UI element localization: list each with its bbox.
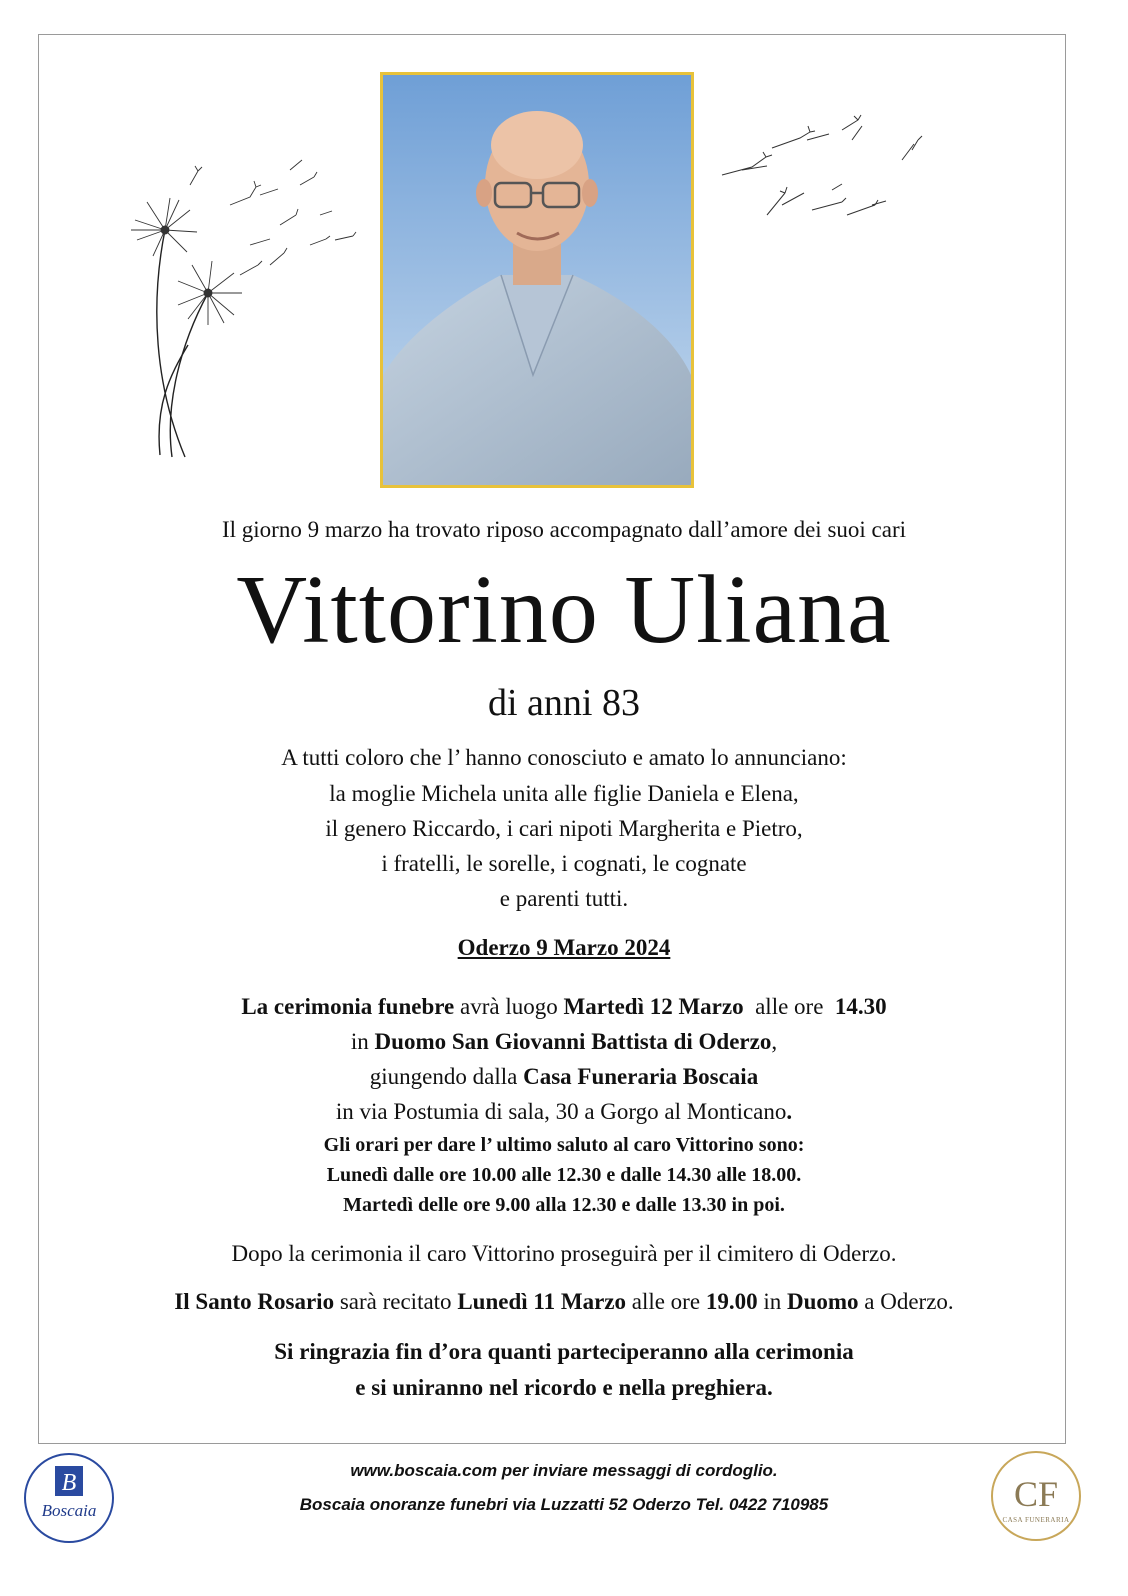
- rosary-time: 19.00: [705, 1289, 758, 1314]
- svg-text:B: B: [61, 1470, 77, 1496]
- casa-funeraria-logo-text: CASA FUNERARIA: [1002, 1516, 1070, 1524]
- ceremony-time: 14.30: [834, 994, 887, 1019]
- intro-text: Il giorno 9 marzo ha trovato riposo accompagnato dall’amore dei suoi cari: [221, 517, 906, 542]
- funeral-home-name: Casa Funeraria Boscaia: [523, 1064, 759, 1089]
- text: ,: [771, 1029, 778, 1054]
- text: alle ore: [743, 994, 835, 1019]
- visiting-hours-tuesday: Martedì delle ore 9.00 alla 12.30 e dalle 13.30 in poi.: [343, 1194, 785, 1216]
- family-line: e parenti tutti.: [499, 886, 629, 911]
- footer-website-text: www.boscaia.com per inviare messaggi di cordoglio.: [350, 1461, 778, 1480]
- ceremony-church: Duomo San Giovanni Battista di Oderzo: [374, 1029, 772, 1054]
- family-line: A tutti coloro che l’ hanno conosciuto e amato lo annunciano:: [281, 745, 847, 770]
- text: in: [757, 1289, 787, 1314]
- dandelion-seeds-right-icon: [712, 110, 942, 240]
- visiting-hours-title: Gli orari per dare l’ ultimo saluto al caro Vittorino sono:: [323, 1134, 805, 1156]
- after-ceremony-text: Dopo la cerimonia il caro Vittorino proseguirà per il cimitero di Oderzo.: [231, 1241, 897, 1266]
- ceremony-day: Martedì 12 Marzo: [563, 994, 744, 1019]
- rosary-label: Il Santo Rosario: [174, 1289, 335, 1314]
- text: a Oderzo.: [858, 1289, 954, 1314]
- rosary-line: [0, 1289, 1128, 1315]
- visiting-hours-monday: Lunedì dalle ore 10.00 alle 12.30 e dalle 14.30 alle 18.00.: [326, 1164, 802, 1186]
- boscaia-logo: [23, 1452, 115, 1544]
- text: in via Postumia di sala, 30 a Gorgo al Monticano: [335, 1099, 787, 1124]
- rosary-place: Duomo: [786, 1289, 859, 1314]
- footer-address-text: Boscaia onoranze funebri via Luzzatti 52 Oderzo Tel. 0422 710985: [299, 1495, 829, 1514]
- portrait-photo: [380, 72, 694, 488]
- svg-text:CF: CF: [1013, 1474, 1059, 1514]
- boscaia-logo-text: Boscaia: [41, 1501, 97, 1520]
- ceremony-line-1: [0, 994, 1128, 1020]
- casa-funeraria-logo: [988, 1448, 1084, 1544]
- ceremony-label: La cerimonia funebre: [241, 994, 455, 1019]
- ceremony-line-4: [0, 1099, 1128, 1125]
- text: avrà luogo: [454, 994, 564, 1019]
- age-text: di anni 83: [488, 682, 640, 724]
- text: in: [350, 1029, 375, 1054]
- deceased-name: Vittorino Uliana: [236, 556, 892, 664]
- text: sarà recitato: [334, 1289, 458, 1314]
- thanks-line-1: Si ringrazia fin d’ora quanti parteciperanno alla cerimonia: [274, 1339, 854, 1364]
- thanks-line-2: e si uniranno nel ricordo e nella preghiera.: [355, 1375, 773, 1400]
- ceremony-line-2: [0, 1029, 1128, 1055]
- text: giungendo dalla: [369, 1064, 524, 1089]
- family-line: il genero Riccardo, i cari nipoti Margherita e Pietro,: [325, 816, 803, 841]
- family-line: i fratelli, le sorelle, i cognati, le cognate: [381, 851, 747, 876]
- dandelion-left-icon: [110, 145, 370, 465]
- ceremony-line-3: [0, 1064, 1128, 1090]
- family-line: la moglie Michela unita alle figlie Daniela e Elena,: [329, 781, 799, 806]
- text: alle ore: [625, 1289, 706, 1314]
- place-date: Oderzo 9 Marzo 2024: [457, 935, 671, 960]
- portrait-image: [383, 75, 691, 485]
- text: .: [786, 1099, 793, 1124]
- rosary-day: Lunedì 11 Marzo: [457, 1289, 626, 1314]
